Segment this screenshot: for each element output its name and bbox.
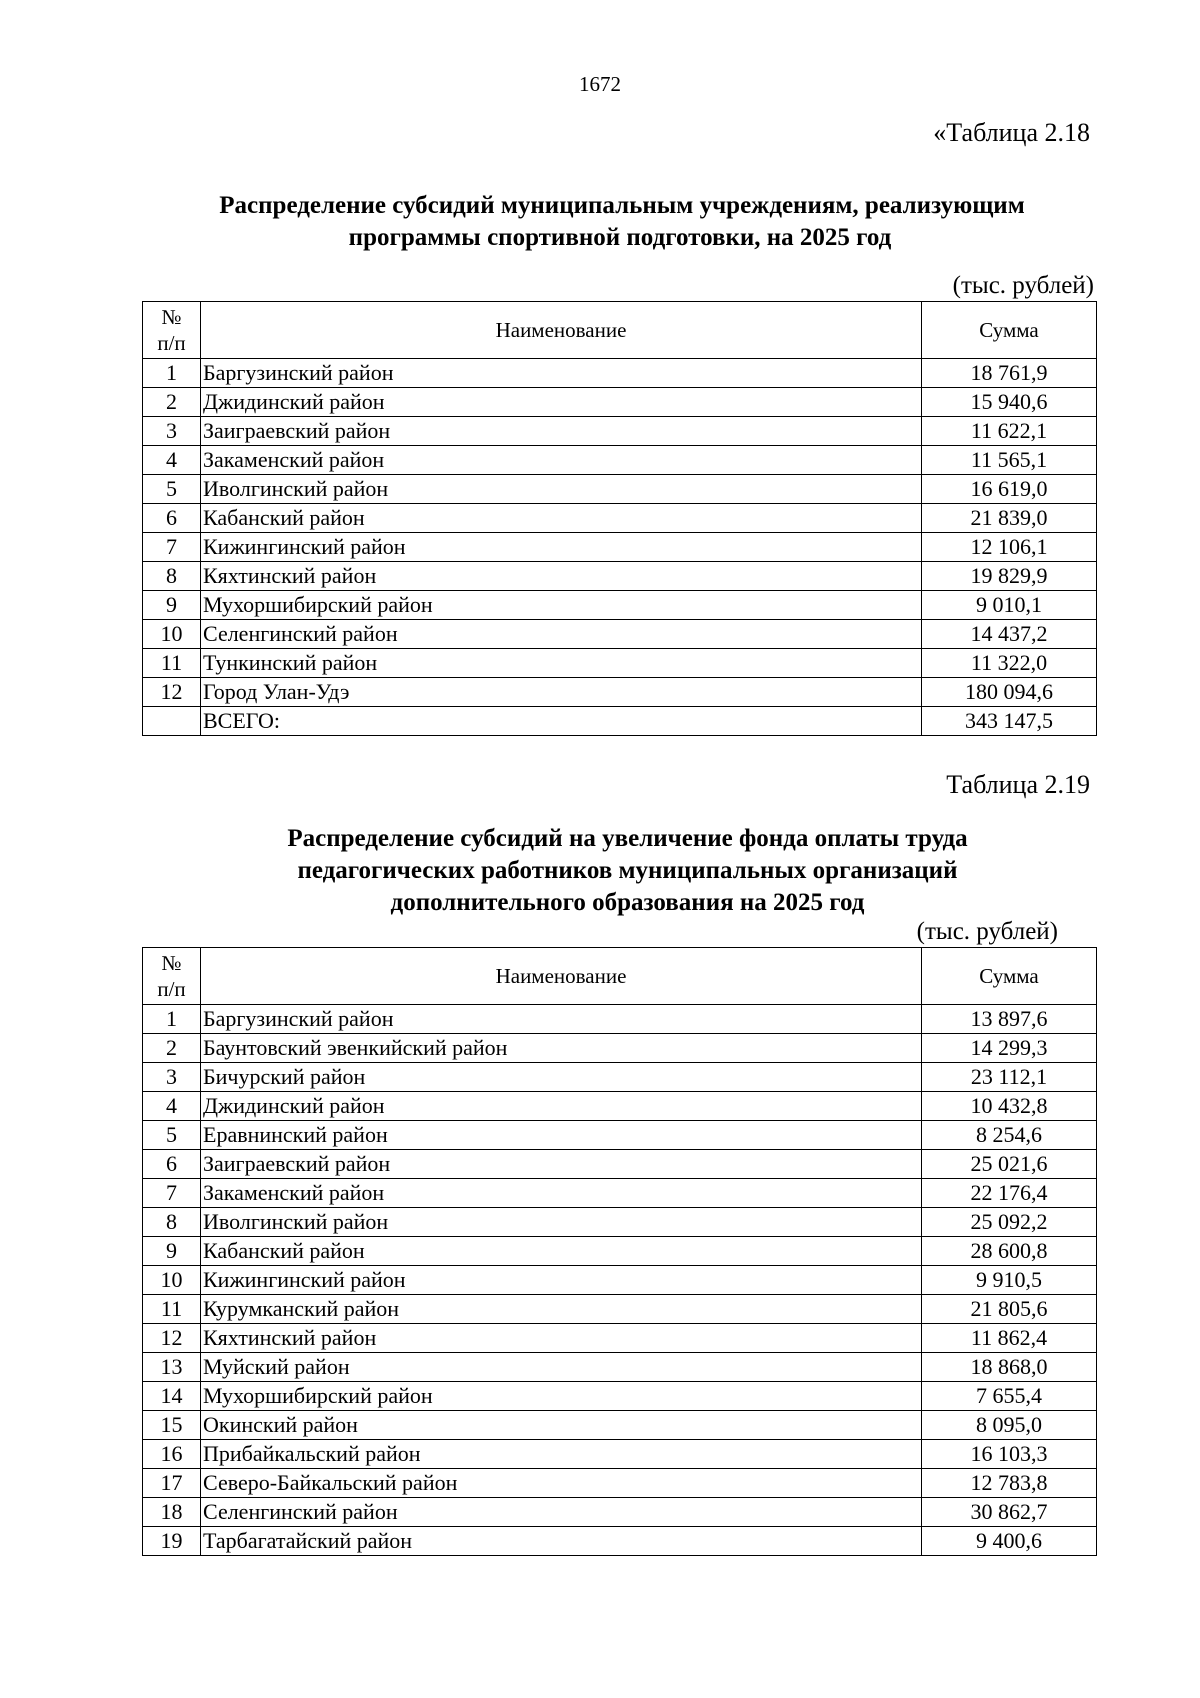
row-sum: 9 400,6	[922, 1527, 1097, 1556]
table-2-18-unit: (тыс. рублей)	[952, 272, 1094, 299]
row-sum: 10 432,8	[922, 1092, 1097, 1121]
row-number: 8	[143, 1208, 201, 1237]
row-name: Мухоршибирский район	[201, 1382, 922, 1411]
table-2-18-title-line2: программы спортивной подготовки, на 2025 год	[348, 224, 892, 251]
table-2-19-title-line1: Распределение субсидий на увеличение фонда оплаты труда	[287, 825, 968, 852]
row-number: 2	[143, 1034, 201, 1063]
table-row	[143, 1179, 1097, 1208]
table-row	[143, 562, 1097, 591]
row-number: 8	[143, 562, 201, 591]
row-number: 9	[143, 1237, 201, 1266]
row-number: 16	[143, 1440, 201, 1469]
row-name: Кижингинский район	[201, 533, 922, 562]
row-sum: 180 094,6	[922, 678, 1097, 707]
table-2-19	[142, 947, 1097, 1556]
row-sum: 15 940,6	[922, 388, 1097, 417]
row-name: Мухоршибирский район	[201, 591, 922, 620]
header-name: Наименование	[201, 948, 922, 1005]
row-sum: 16 619,0	[922, 475, 1097, 504]
row-sum: 9 010,1	[922, 591, 1097, 620]
row-sum: 11 622,1	[922, 417, 1097, 446]
row-name: Кяхтинский район	[201, 562, 922, 591]
row-name: Баунтовский эвенкийский район	[201, 1034, 922, 1063]
row-name: Селенгинский район	[201, 620, 922, 649]
header-num-line2: п/п	[157, 977, 186, 1001]
row-sum: 30 862,7	[922, 1498, 1097, 1527]
table-row	[143, 475, 1097, 504]
table-row	[143, 678, 1097, 707]
table-row	[143, 1208, 1097, 1237]
row-name: Закаменский район	[201, 446, 922, 475]
row-name: Баргузинский район	[201, 359, 922, 388]
table-row	[143, 1469, 1097, 1498]
header-num-line1: №	[161, 305, 182, 329]
row-sum: 12 783,8	[922, 1469, 1097, 1498]
row-name: Тункинский район	[201, 649, 922, 678]
row-number: 3	[143, 1063, 201, 1092]
table-row	[143, 1498, 1097, 1527]
row-number: 17	[143, 1469, 201, 1498]
row-number: 1	[143, 359, 201, 388]
row-sum: 11 322,0	[922, 649, 1097, 678]
row-name: Окинский район	[201, 1411, 922, 1440]
row-number: 3	[143, 417, 201, 446]
row-number: 10	[143, 1266, 201, 1295]
row-number: 4	[143, 446, 201, 475]
row-name: Прибайкальский район	[201, 1440, 922, 1469]
row-number: 4	[143, 1092, 201, 1121]
row-sum: 11 565,1	[922, 446, 1097, 475]
header-num	[143, 302, 201, 359]
row-sum: 28 600,8	[922, 1237, 1097, 1266]
table-row	[143, 1005, 1097, 1034]
row-number: 11	[143, 649, 201, 678]
row-sum: 343 147,5	[922, 707, 1097, 736]
row-name: Закаменский район	[201, 1179, 922, 1208]
table-2-18-title-line1: Распределение субсидий муниципальным учреждениям, реализующим	[219, 192, 1025, 219]
table-row	[143, 1237, 1097, 1266]
row-number: 15	[143, 1411, 201, 1440]
row-name: Иволгинский район	[201, 1208, 922, 1237]
header-sum: Сумма	[922, 948, 1097, 1005]
row-sum: 18 761,9	[922, 359, 1097, 388]
row-sum: 13 897,6	[922, 1005, 1097, 1034]
row-number: 12	[143, 1324, 201, 1353]
row-name: Город Улан-Удэ	[201, 678, 922, 707]
table-header-row	[143, 948, 1097, 1005]
row-sum: 8 254,6	[922, 1121, 1097, 1150]
row-sum: 11 862,4	[922, 1324, 1097, 1353]
row-name: Кабанский район	[201, 504, 922, 533]
row-number: 2	[143, 388, 201, 417]
row-name: Баргузинский район	[201, 1005, 922, 1034]
row-name: Джидинский район	[201, 1092, 922, 1121]
table-row	[143, 649, 1097, 678]
row-name: Кяхтинский район	[201, 1324, 922, 1353]
row-sum: 16 103,3	[922, 1440, 1097, 1469]
table-row	[143, 359, 1097, 388]
row-number: 6	[143, 1150, 201, 1179]
table-row	[143, 1266, 1097, 1295]
row-number: 11	[143, 1295, 201, 1324]
table-2-19-title-line2: педагогических работников муниципальных организаций	[297, 857, 958, 884]
row-name: Заиграевский район	[201, 1150, 922, 1179]
row-number: 9	[143, 591, 201, 620]
row-name: Иволгинский район	[201, 475, 922, 504]
table-row	[143, 1063, 1097, 1092]
table-2-19-title-line3: дополнительного образования на 2025 год	[390, 889, 865, 916]
header-sum: Сумма	[922, 302, 1097, 359]
table-row	[143, 1121, 1097, 1150]
row-name: Северо-Байкальский район	[201, 1469, 922, 1498]
table-row	[143, 1295, 1097, 1324]
row-number	[143, 707, 201, 736]
row-sum: 9 910,5	[922, 1266, 1097, 1295]
table-row	[143, 1092, 1097, 1121]
table-header-row	[143, 302, 1097, 359]
table-row	[143, 417, 1097, 446]
row-name: Еравнинский район	[201, 1121, 922, 1150]
table-2-18-label: «Таблица 2.18	[933, 118, 1090, 147]
row-sum: 21 805,6	[922, 1295, 1097, 1324]
row-number: 7	[143, 533, 201, 562]
row-name: Муйский район	[201, 1353, 922, 1382]
row-sum: 7 655,4	[922, 1382, 1097, 1411]
table-row	[143, 533, 1097, 562]
row-name: ВСЕГО:	[201, 707, 922, 736]
row-sum: 21 839,0	[922, 504, 1097, 533]
row-number: 19	[143, 1527, 201, 1556]
table-row	[143, 504, 1097, 533]
row-sum: 22 176,4	[922, 1179, 1097, 1208]
row-sum: 14 437,2	[922, 620, 1097, 649]
row-name: Кижингинский район	[201, 1266, 922, 1295]
row-sum: 8 095,0	[922, 1411, 1097, 1440]
header-name: Наименование	[201, 302, 922, 359]
row-sum: 14 299,3	[922, 1034, 1097, 1063]
row-name: Кабанский район	[201, 1237, 922, 1266]
table-row	[143, 1411, 1097, 1440]
table-2-19-label: Таблица 2.19	[946, 770, 1090, 799]
table-row	[143, 1440, 1097, 1469]
total-row	[143, 707, 1097, 736]
row-sum: 25 021,6	[922, 1150, 1097, 1179]
table-row	[143, 1150, 1097, 1179]
row-name: Селенгинский район	[201, 1498, 922, 1527]
row-name: Бичурский район	[201, 1063, 922, 1092]
page-number: 1672	[579, 72, 621, 96]
row-number: 5	[143, 475, 201, 504]
row-number: 6	[143, 504, 201, 533]
row-sum: 19 829,9	[922, 562, 1097, 591]
row-number: 1	[143, 1005, 201, 1034]
row-sum: 12 106,1	[922, 533, 1097, 562]
table-row	[143, 620, 1097, 649]
row-number: 14	[143, 1382, 201, 1411]
row-number: 13	[143, 1353, 201, 1382]
row-number: 12	[143, 678, 201, 707]
row-name: Джидинский район	[201, 388, 922, 417]
header-num-line2: п/п	[157, 331, 186, 355]
row-name: Курумканский район	[201, 1295, 922, 1324]
table-row	[143, 1527, 1097, 1556]
table-row	[143, 1324, 1097, 1353]
table-2-19-unit: (тыс. рублей)	[916, 918, 1058, 945]
row-number: 5	[143, 1121, 201, 1150]
row-sum: 18 868,0	[922, 1353, 1097, 1382]
row-name: Тарбагатайский район	[201, 1527, 922, 1556]
header-num-line1: №	[161, 951, 182, 975]
row-number: 18	[143, 1498, 201, 1527]
table-row	[143, 446, 1097, 475]
table-row	[143, 388, 1097, 417]
row-number: 7	[143, 1179, 201, 1208]
table-2-18	[142, 301, 1097, 736]
row-name: Заиграевский район	[201, 417, 922, 446]
table-row	[143, 591, 1097, 620]
row-sum: 23 112,1	[922, 1063, 1097, 1092]
header-num	[143, 948, 201, 1005]
table-row	[143, 1034, 1097, 1063]
table-row	[143, 1382, 1097, 1411]
row-sum: 25 092,2	[922, 1208, 1097, 1237]
row-number: 10	[143, 620, 201, 649]
table-row	[143, 1353, 1097, 1382]
